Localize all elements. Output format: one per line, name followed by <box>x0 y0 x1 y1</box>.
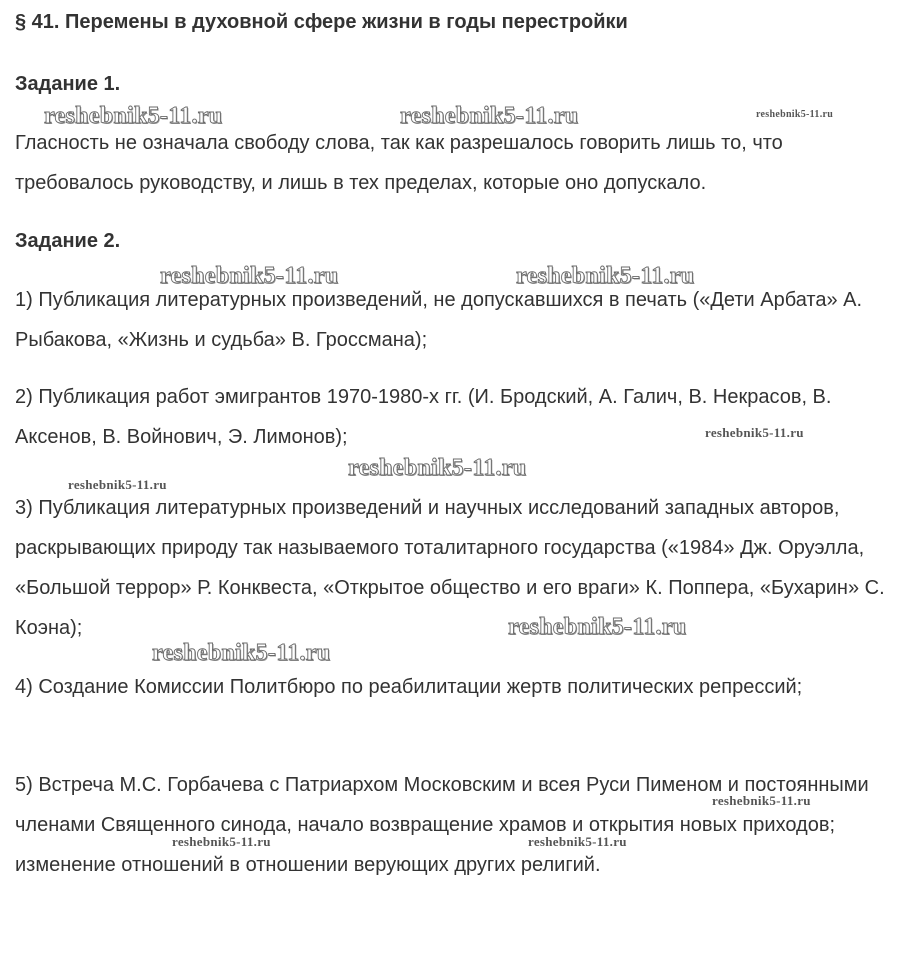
watermark: reshebnik5-11.ru <box>172 834 271 849</box>
watermark: reshebnik5-11.ru <box>400 103 579 129</box>
page-title: § 41. Перемены в духовной сфере жизни в годы перестройки <box>15 11 628 33</box>
task-2-item-1: 1) Публикация литературных произведений, не допускавшихся в печать («Дети Арбата» А. Рыбакова, «Жизнь и судьба» В. Гроссмана); <box>15 289 863 351</box>
watermark: reshebnik5-11.ru <box>705 425 804 440</box>
task-2-item-4: 4) Создание Комиссии Политбюро по реабилитации жертв политических репрессий; <box>15 676 803 698</box>
watermark: reshebnik5-11.ru <box>508 614 687 640</box>
watermark: reshebnik5-11.ru <box>68 477 167 492</box>
watermark: reshebnik5-11.ru <box>516 263 695 289</box>
task-2-item-2: 2) Публикация работ эмигрантов 1970-1980-х гг. (И. Бродский, А. Галич, В. Некрасов, В. Аксенов, В. Войнович, Э. Лимонов); <box>15 386 832 448</box>
watermark: reshebnik5-11.ru <box>528 834 627 849</box>
task-1-answer: Гласность не означала свободу слова, так как разрешалось говорить лишь то, что требовалось руководству, и лишь в тех пределах, которые оно допускало. <box>15 132 783 194</box>
watermark: reshebnik5-11.ru <box>348 455 527 481</box>
task-1-heading: Задание 1. <box>15 73 121 95</box>
watermark: reshebnik5-11.ru <box>44 103 223 129</box>
task-2-item-5: 5) Встреча М.С. Горбачева с Патриархом Московским и всея Руси Пименом и постоянными членами Священного синода, начало возвращение храмов и открытия новых приходов; изменение отношений в отношении верующих других религий. <box>15 774 869 876</box>
task-2-heading: Задание 2. <box>15 230 121 252</box>
task-2-item-3: 3) Публикация литературных произведений и научных исследований западных авторов, раскрывающих природу так называемого тоталитарного государства («1984» Дж. Оруэлла, «Большой террор» Р. Конквеста, «Открытое общество и его враги» К. Поппера, «Бухарин» С. Коэна); <box>15 497 885 639</box>
watermark: reshebnik5-11.ru <box>712 793 811 808</box>
watermark: reshebnik5-11.ru <box>152 640 331 666</box>
watermark: reshebnik5-11.ru <box>756 109 834 120</box>
watermark: reshebnik5-11.ru <box>160 263 339 289</box>
